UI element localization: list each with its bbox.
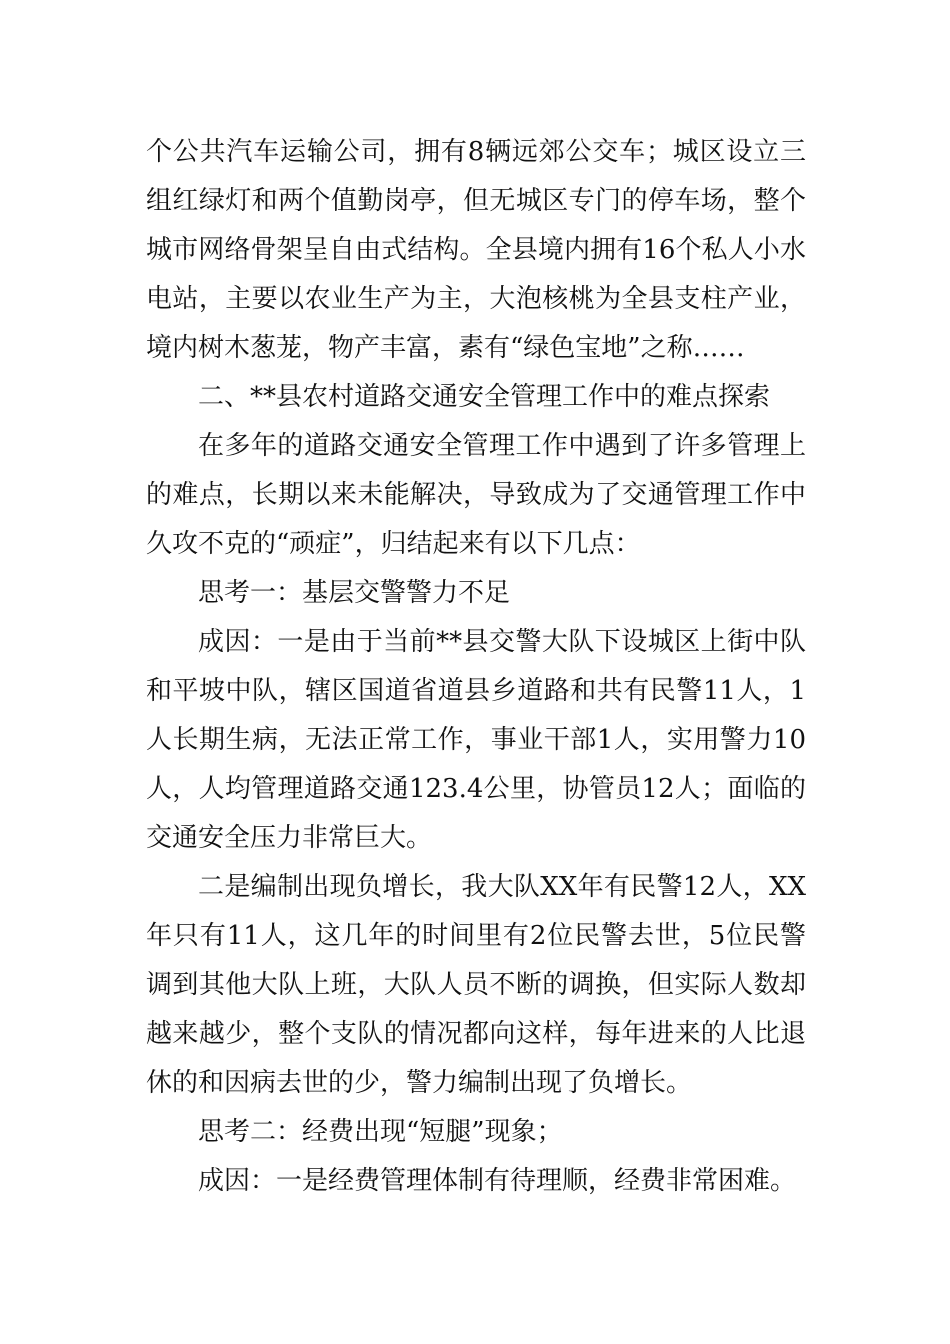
subheading-thought-one: 思考一：基层交警警力不足 [198, 578, 511, 608]
section-heading: 二、**县农村道路交通安全管理工作中的难点探索 [198, 382, 771, 412]
subheading-thought-two: 思考二：经费出现“短腿”现象； [198, 1117, 563, 1147]
paragraph-cause-two: 二是编制出现负增长，我大队XX年有民警12人，XX年只有11人，这几年的时间里有2位民警去世，5位民警调到其他大队上班，大队人员不断的调换，但实际人数却越来越少，整个支队的情况都向这样，每年进来的人比退休的和因病去世的少，警力编制出现了负增长。 [146, 872, 806, 1098]
paragraph-continuation: 个公共汽车运输公司，拥有8辆远郊公交车；城区设立三组红绿灯和两个值勤岗亭，但无城区专门的停车场，整个城市网络骨架呈自由式结构。全县境内拥有16个私人小水电站，主要以农业生产为主，大泡核桃为全县支柱产业，境内树木葱茏，物产丰富，素有“绿色宝地”之称…… [146, 137, 806, 363]
paragraph-funding-cause: 成因：一是经费管理体制有待理顺，经费非常困难。 [198, 1166, 797, 1196]
document-body [146, 128, 806, 1206]
paragraph-intro: 在多年的道路交通安全管理工作中遇到了许多管理上的难点，长期以来未能解决，导致成为了交通管理工作中久攻不克的“顽症”，归结起来有以下几点： [146, 431, 806, 559]
paragraph-cause-one: 成因：一是由于当前**县交警大队下设城区上街中队和平坡中队，辖区国道省道县乡道路和共有民警11人，1人长期生病，无法正常工作，事业干部1人，实用警力10人，人均管理道路交通123.4公里，协管员12人；面临的交通安全压力非常巨大。 [146, 627, 806, 853]
